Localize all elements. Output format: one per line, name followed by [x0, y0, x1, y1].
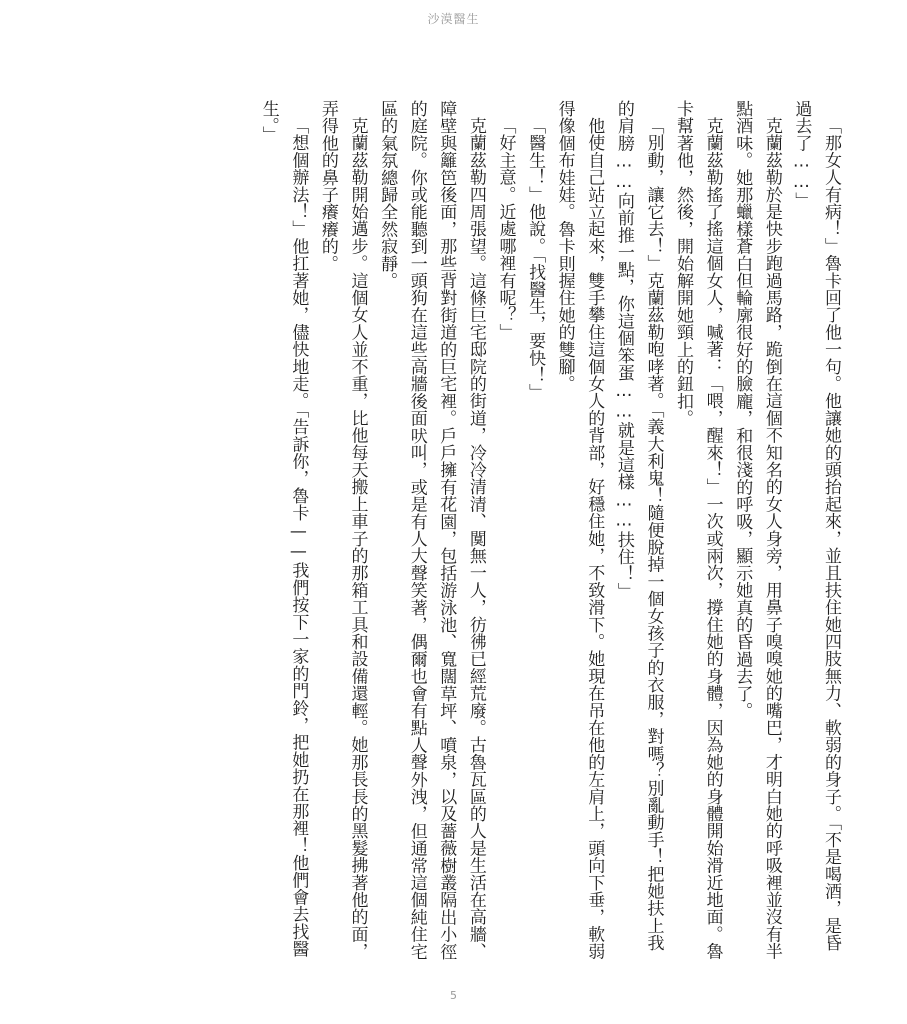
paragraph: 「想個辦法！」他扛著她，儘快地走。「告訴你，魯卡——我們按下一家的門鈴，把她扔在那裡！他們會去找醫生。」	[258, 100, 309, 958]
paragraph: 克蘭茲勒於是快步跑過馬路，跪倒在這個不知名的女人身旁，用鼻子嗅嗅她的嘴巴，才明白她的呼吸裡並沒有半點酒味。她那蠟樣蒼白但輪廓很好的臉龐，和很淺的呼吸，顯示她真的昏過去了。	[732, 100, 782, 960]
paragraph: 「好主意。近處哪裡有呢？」	[495, 117, 516, 341]
paragraph: 克蘭茲勒四周張望。這條巨宅邸院的街道，冷冷清清、闃無一人，彷彿已經荒廢。古魯瓦區的人是生活在高牆、障壁與籬笆後面，那些背對街道的巨宅裡。戶戶擁有花園，包括游泳池、寬闊草坪、噴泉，以及薔薇樹叢隔出小徑的庭院。你或能聽到一頭狗在這些高牆後面吠叫，或是有人大聲笑著，偶爾也會有點人聲外洩，但通常這個純住宅區的氣氛總歸全然寂靜。	[377, 100, 486, 960]
paragraph: 「別動，讓它去！」克蘭茲勒咆哮著。「義大利鬼！隨便脫掉一個女孩子的衣服，對嗎？別亂動手！把她扶上我的肩膀……向前推一點，你這個笨蛋……就是這樣……扶住！」	[613, 100, 664, 952]
paragraph: 克蘭茲勒搖了搖這個女人，喊著：「喂，醒來！」一次或兩次，撐住她的身體，因為她的身體開始滑近地面。魯卡幫著他，然後，開始解開她頸上的鈕扣。	[673, 100, 723, 960]
page-number: 5	[450, 989, 457, 1002]
paragraph: 他使自己站立起來，雙手攀住這個女人的背部，好穩住她，不致滑下。她現在吊在他的左肩上，頭向下垂，軟弱得像個布娃娃。魯卡則握住她的雙腳。	[554, 100, 605, 960]
paragraph: 「那女人有病！」魯卡回了他一句。他讓她的頭抬起來，並且扶住她四肢無力、軟弱的身子。「不是喝酒，是昏過去了……」	[791, 100, 841, 952]
body-text	[45, 100, 845, 965]
paragraph: 「醫生！」他說。「找醫生，要快！」	[525, 117, 546, 401]
paragraph: 克蘭茲勒開始邁步。這個女人並不重，比他每天搬上車子的那箱工具和設備還輕。她那長長的黑髮拂著他的面，弄得他的鼻子癢癢的。	[317, 100, 368, 960]
page-header-title: 沙漠醫生	[427, 12, 480, 26]
